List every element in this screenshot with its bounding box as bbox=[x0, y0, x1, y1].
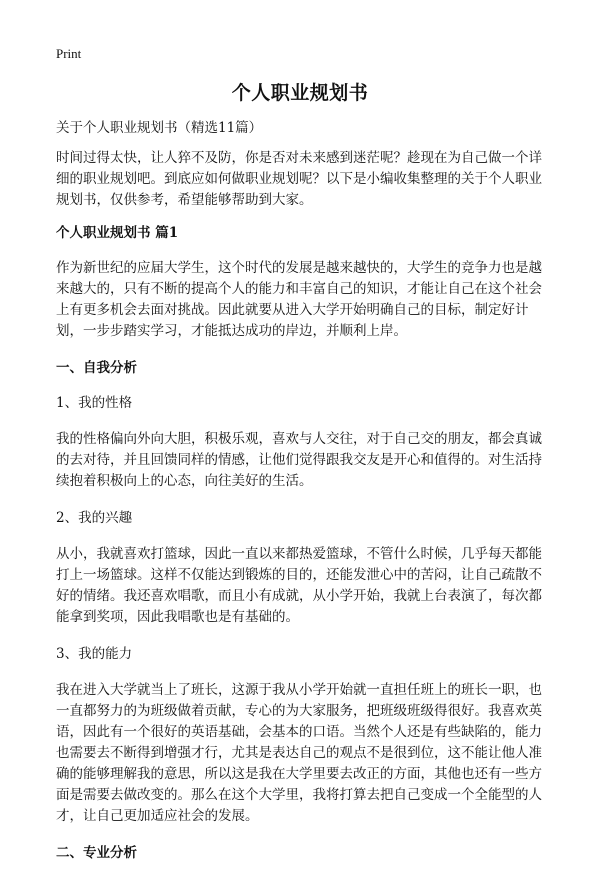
section-heading-1: 个人职业规划书 篇1 bbox=[56, 225, 179, 241]
document-body bbox=[56, 118, 546, 878]
section-1-paragraph: 作为新世纪的应届大学生，这个时代的发展是越来越快的，大学生的竞争力也是越来越大的，只有不断的提高个人的能力和丰富自己的知识，才能让自己在这个社会上有更多机会去面对挑战。因此就要从进入大学开始明确自己的目标，制定好计划，一步步踏实学习，才能抵达成功的岸边，并顺利上岸。 bbox=[56, 260, 542, 339]
item-paragraph-interests: 从小，我就喜欢打篮球，因此一直以来都热爱篮球，不管什么时候，几乎每天都能打上一场篮球。这样不仅能达到锻炼的目的，还能发泄心中的苦闷，让自己疏散不好的情绪。我还喜欢唱歌，而且小有成就，从小学开始，我就上台表演了，每次都能拿到奖项，因此我唱歌也是有基础的。 bbox=[56, 546, 542, 625]
part-heading-major-analysis: 二、专业分析 bbox=[56, 845, 137, 861]
item-heading-personality: 1、我的性格 bbox=[56, 395, 133, 411]
item-heading-abilities: 3、我的能力 bbox=[56, 646, 133, 662]
item-heading-interests: 2、我的兴趣 bbox=[56, 510, 133, 526]
item-paragraph-abilities: 我在进入大学就当上了班长，这源于我从小学开始就一直担任班上的班长一职，也一直都努力的为班级做着贡献，专心的为大家服务，把班级班级得很好。我喜欢英语，因此有一个很好的英语基础，会基本的口语。当然个人还是有些缺陷的，能力也需要去不断得到增强才行，尤其是表达自己的观点不是很到位，这不能让他人准确的能够理解我的意思，所以这是我在大学里要去改正的方面，其他也还有一些方面是需要去做改变的。那么在这个大学里，我将打算去把自己变成一个全能型的人才，让自己更加适应社会的发展。 bbox=[56, 682, 542, 824]
part-heading-self-analysis: 一、自我分析 bbox=[56, 360, 137, 376]
print-link[interactable]: Print bbox=[56, 46, 82, 61]
item-paragraph-personality: 我的性格偏向外向大胆，积极乐观，喜欢与人交往，对于自己交的朋友，都会真诚的去对待，并且回馈同样的情感，让他们觉得跟我交友是开心和值得的。对生活持续抱着积极向上的心态，向往美好的生活。 bbox=[56, 431, 542, 489]
intro-paragraph: 时间过得太快，让人猝不及防，你是否对未来感到迷茫呢？趁现在为自己做一个详细的职业规划吧。到底应如何做职业规划呢？以下是小编收集整理的关于个人职业规划书，仅供参考，希望能够帮助到大家。 bbox=[56, 150, 542, 208]
document-subtitle: 关于个人职业规划书（精选11篇） bbox=[56, 120, 263, 136]
document-title: 个人职业规划书 bbox=[231, 82, 369, 104]
